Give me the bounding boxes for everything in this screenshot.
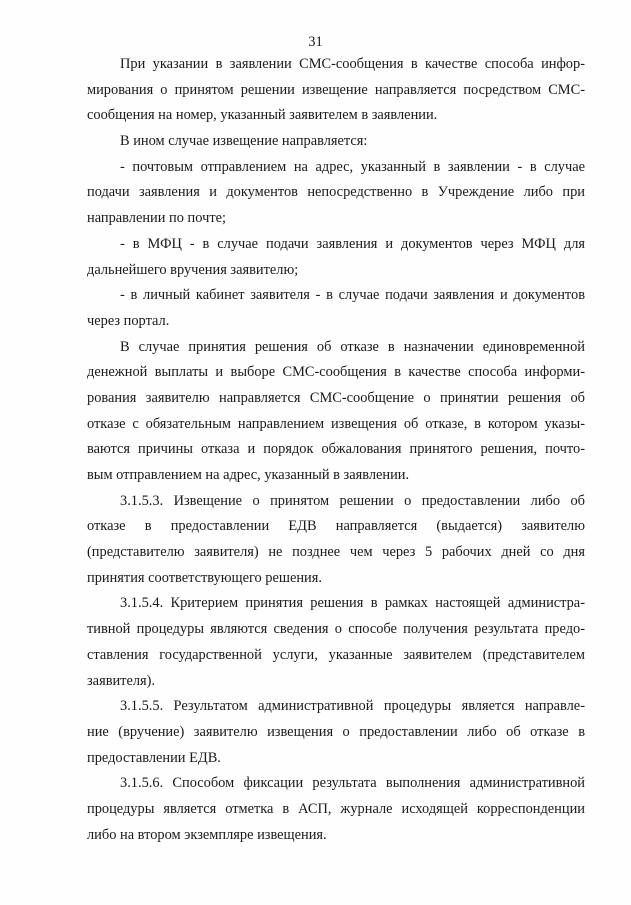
text-line: принятия соответствующего решения.	[87, 569, 322, 586]
text-line: заявителя).	[87, 672, 156, 689]
text-line: 3.1.5.5. Результатом административной процедуры является направле-	[120, 698, 585, 715]
text-line: вым отправлением на адрес, указанный в заявлении.	[87, 467, 410, 483]
text-line: В случае принятия решения об отказе в назначении единовременной	[120, 338, 585, 355]
text-line: подачи заявления и документов непосредственно в Учреждение либо при	[87, 184, 585, 201]
paragraph-mfc	[87, 232, 585, 283]
text-line: отказе с обязательным направлением извещения об отказе, в котором указы-	[87, 415, 585, 432]
text-line: 3.1.5.6. Способом фиксации результата выполнения административной	[120, 775, 585, 792]
text-line: - почтовым отправлением на адрес, указанный в заявлении - в случае	[120, 158, 585, 175]
text-line: 3.1.5.3. Извещение о принятом решении о предоставлении либо об	[120, 492, 585, 509]
text-line: В ином случае извещение направляется:	[120, 133, 368, 150]
text-line: процедуры является отметка в АСП, журнале исходящей корреспонденции	[87, 800, 585, 817]
paragraph-sms-notification	[87, 52, 585, 129]
paragraph-postal	[87, 155, 585, 232]
paragraph-personal-account	[87, 283, 585, 334]
paragraph-3-1-5-6	[87, 771, 585, 848]
document-body	[87, 52, 585, 848]
text-line: рования заявителю направляется СМС-сообщение о принятии решения об	[87, 389, 585, 406]
text-line: ставления государственной услуги, указанные заявителем (представителем	[87, 646, 585, 663]
page-number: 31	[308, 34, 323, 50]
text-line: либо на втором экземпляре извещения.	[87, 826, 327, 843]
text-line: (представителю заявителя) не позднее чем через 5 рабочих дней со дня	[87, 544, 585, 561]
text-line: При указании в заявлении СМС-сообщения в качестве способа инфор-	[120, 56, 585, 72]
text-line: сообщения на номер, указанный заявителем в заявлении.	[87, 107, 438, 124]
text-line: тивной процедуры являются сведения о способе получения результата предо-	[87, 621, 585, 638]
text-line: ваются причины отказа и порядок обжалования принятого решения, почто-	[87, 441, 585, 458]
text-line: отказе в предоставлении ЕДВ направляется (выдается) заявителю	[87, 518, 585, 535]
paragraph-3-1-5-5	[87, 694, 585, 771]
paragraph-refusal	[87, 335, 585, 489]
text-line: мирования о принятом решении извещение направляется посредством СМС-	[87, 81, 585, 98]
text-line: направлении по почте;	[87, 210, 226, 227]
text-line: дальнейшего вручения заявителю;	[87, 261, 299, 278]
paragraph-otherwise	[87, 129, 585, 155]
text-line: ние (вручение) заявителю извещения о предоставлении либо об отказе в	[87, 723, 585, 740]
text-line: - в МФЦ - в случае подачи заявления и документов через МФЦ для	[120, 235, 585, 252]
text-line: - в личный кабинет заявителя - в случае подачи заявления и документов	[120, 287, 585, 304]
text-line: предоставлении ЕДВ.	[87, 749, 221, 766]
text-line: 3.1.5.4. Критерием принятия решения в рамках настоящей администра-	[120, 595, 585, 612]
paragraph-3-1-5-4	[87, 591, 585, 694]
text-line: через портал.	[87, 312, 170, 329]
text-line: денежной выплаты и выборе СМС-сообщения в качестве способа информи-	[87, 364, 585, 381]
paragraph-3-1-5-3	[87, 489, 585, 592]
